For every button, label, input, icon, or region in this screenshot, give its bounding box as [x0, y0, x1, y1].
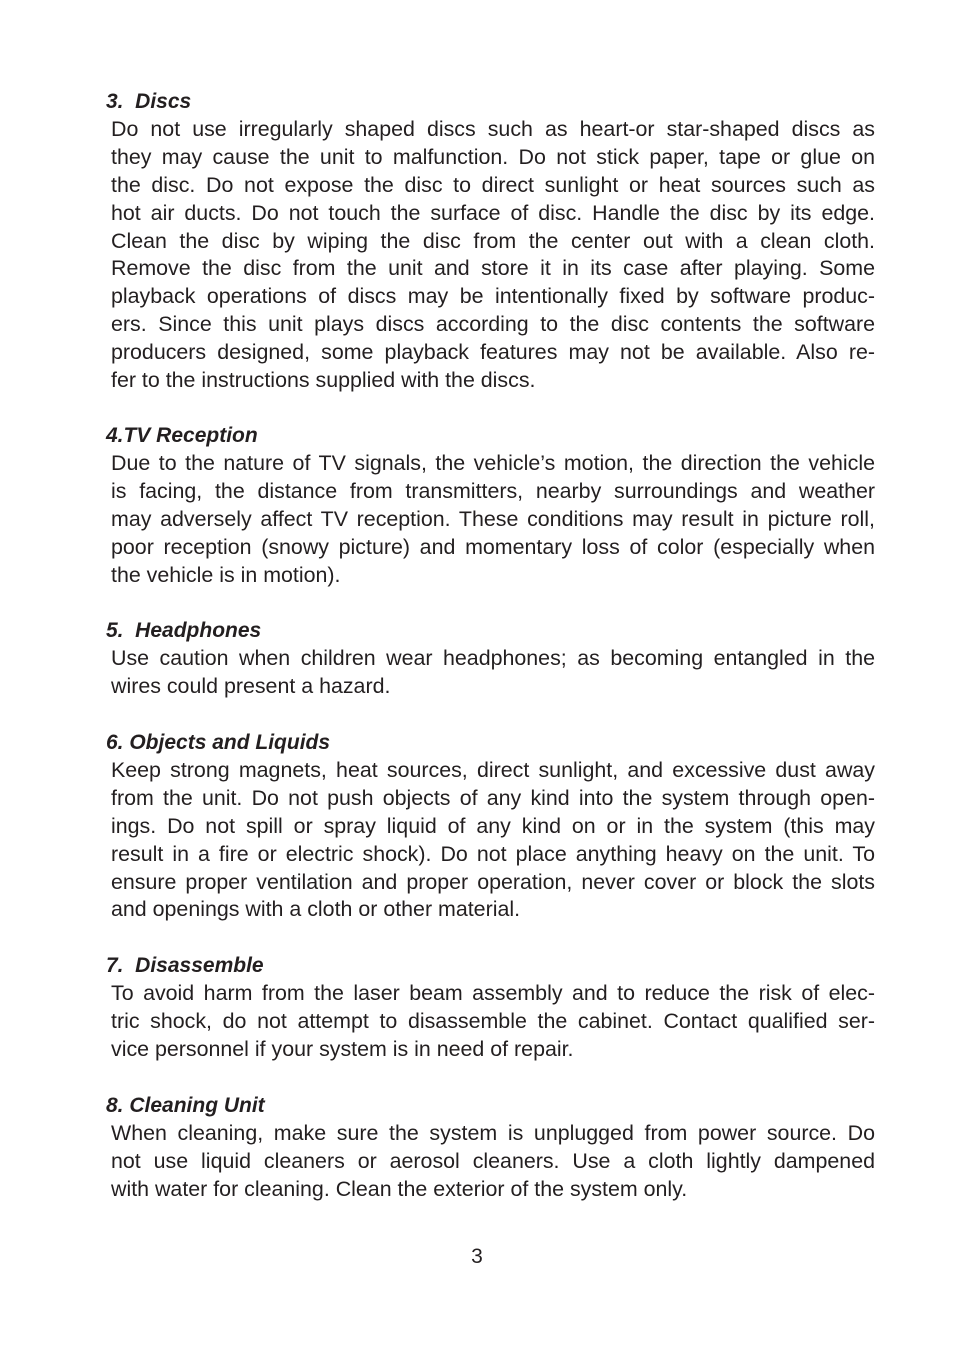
body-line: vice personnel if your system is in need of repair. — [111, 1036, 574, 1061]
body-line: poor reception (snowy picture) and momentary loss of color (especially when — [111, 534, 875, 559]
body-line: they may cause the unit to malfunction. Do not stick paper, tape or glue on — [111, 144, 875, 169]
body-line: the disc. Do not expose the disc to direct sunlight or heat sources such as — [111, 172, 875, 197]
body-line: Keep strong magnets, heat sources, direct sunlight, and excessive dust away — [111, 758, 875, 782]
body-line: not use liquid cleaners or aerosol cleaners. Use a cloth lightly dampened — [111, 1148, 875, 1173]
section-heading: 7. Disassemble — [106, 954, 264, 977]
section-heading: 5. Headphones — [106, 619, 262, 642]
body-line: is facing, the distance from transmitters, nearby surroundings and weather — [111, 478, 875, 503]
body-line: To avoid harm from the laser beam assembly and to reduce the risk of elec- — [111, 981, 875, 1005]
body-line: hot air ducts. Do not touch the surface of disc. Handle the disc by its edge. — [111, 200, 875, 225]
section-heading: 4.TV Reception — [106, 424, 258, 447]
body-line: tric shock, do not attempt to disassemble the cabinet. Contact qualified ser- — [111, 1008, 875, 1033]
body-line: Use caution when children wear headphones; as becoming entangled in the — [111, 646, 875, 670]
body-line: result in a fire or electric shock). Do not place anything heavy on the unit. To — [111, 841, 875, 866]
body-line: fer to the instructions supplied with the discs. — [111, 368, 536, 393]
body-line: from the unit. Do not push objects of any kind into the system through open- — [111, 785, 875, 810]
body-line: and openings with a cloth or other material. — [111, 897, 521, 922]
body-line: Due to the nature of TV signals, the vehicle’s motion, the direction the vehicle — [111, 451, 875, 475]
page-number: 3 — [471, 1245, 483, 1268]
body-line: ers. Since this unit plays discs according to the disc contents the software — [111, 312, 875, 337]
section-heading: 8. Cleaning Unit — [106, 1094, 265, 1117]
body-line: ings. Do not spill or spray liquid of any kind on or in the system (this may — [111, 813, 875, 838]
body-line: Remove the disc from the unit and store it in its case after playing. Some — [111, 256, 875, 281]
body-line: may adversely affect TV reception. These conditions may result in picture roll, — [111, 506, 875, 531]
body-line: the vehicle is in motion). — [111, 562, 341, 587]
section-body — [111, 757, 875, 924]
section-body — [111, 1120, 875, 1204]
body-line: producers designed, some playback features may not be available. Also re- — [111, 340, 875, 365]
body-line: Clean the disc by wiping the disc from the center out with a clean cloth. — [111, 228, 875, 253]
section-heading: 6. Objects and Liquids — [106, 731, 331, 754]
section-body — [111, 980, 875, 1064]
body-line: playback operations of discs may be intentionally fixed by software produc- — [111, 284, 875, 309]
body-line: Do not use irregularly shaped discs such as heart-or star-shaped discs as — [111, 117, 875, 141]
section-heading: 3. Discs — [106, 90, 192, 113]
body-line: wires could present a hazard. — [111, 673, 391, 698]
body-line: ensure proper ventilation and proper operation, never cover or block the slots — [111, 869, 875, 894]
body-line: When cleaning, make sure the system is unplugged from power source. Do — [111, 1121, 875, 1145]
section-body — [111, 645, 875, 701]
section-body — [111, 116, 875, 395]
body-line: with water for cleaning. Clean the exterior of the system only. — [111, 1176, 688, 1201]
section-body — [111, 450, 875, 589]
